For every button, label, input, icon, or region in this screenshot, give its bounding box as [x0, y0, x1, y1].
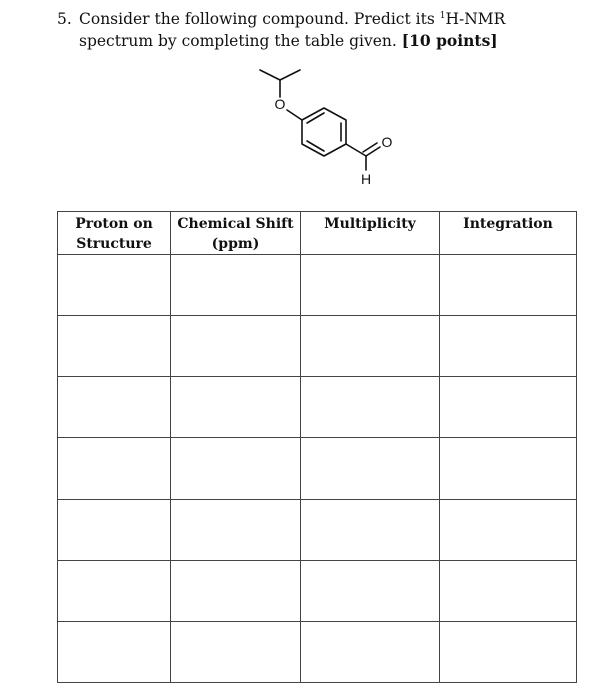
table-cell[interactable]: [301, 316, 440, 377]
header-multiplicity: Multiplicity: [301, 212, 440, 255]
carbonyl-oxygen-label: O: [381, 134, 393, 150]
table-cell[interactable]: [440, 560, 577, 621]
table-row: [58, 621, 577, 682]
nmr-table: [57, 211, 577, 683]
header-integration: Integration: [440, 212, 577, 255]
isotope-superscript: 1: [439, 10, 446, 21]
question-number: 5.: [57, 10, 72, 28]
table-cell[interactable]: [171, 316, 301, 377]
table-cell[interactable]: [171, 560, 301, 621]
compound-structure: [240, 58, 410, 198]
benzene-ring: [302, 108, 346, 156]
table-row: [58, 255, 577, 316]
ether-oxygen-label: O: [274, 96, 286, 112]
table-cell[interactable]: [440, 255, 577, 316]
table-cell[interactable]: [171, 499, 301, 560]
table-cell[interactable]: [440, 438, 577, 499]
bond-ring-cho: [346, 144, 366, 156]
table-cell[interactable]: [301, 255, 440, 316]
table-cell[interactable]: [171, 438, 301, 499]
table-row: [58, 377, 577, 438]
table-row: [58, 438, 577, 499]
table-cell[interactable]: [58, 377, 171, 438]
table-row: [58, 316, 577, 377]
table-cell[interactable]: [58, 255, 171, 316]
bond-o-ring: [287, 110, 302, 120]
table-cell[interactable]: [58, 621, 171, 682]
aldehyde-hydrogen-label: H: [360, 171, 372, 187]
table-cell[interactable]: [58, 560, 171, 621]
table-row: [58, 499, 577, 560]
question-prompt: [57, 9, 577, 52]
table-cell[interactable]: [301, 377, 440, 438]
table-cell[interactable]: [301, 438, 440, 499]
ring-double-bond-1: [307, 113, 324, 123]
table-row: [58, 560, 577, 621]
table-cell[interactable]: [301, 621, 440, 682]
question-text-part-1: Consider the following compound. Predict its: [79, 10, 440, 28]
table-cell[interactable]: [301, 499, 440, 560]
table-cell[interactable]: [171, 377, 301, 438]
ring-double-bond-3: [307, 141, 324, 151]
table-cell[interactable]: [58, 316, 171, 377]
table-header-row: [58, 212, 577, 255]
table-cell[interactable]: [58, 438, 171, 499]
question-points: [10 points]: [401, 31, 498, 50]
question-text: [79, 9, 577, 52]
table-cell[interactable]: [440, 499, 577, 560]
table-cell[interactable]: [440, 316, 577, 377]
table-cell[interactable]: [171, 255, 301, 316]
bond-methyl-left: [260, 70, 280, 80]
table-cell[interactable]: [440, 377, 577, 438]
question-text-part-2: H-NMR spectrum by completing the table given.: [79, 10, 506, 50]
table-cell[interactable]: [58, 499, 171, 560]
header-chemical-shift: Chemical Shift (ppm): [171, 212, 301, 255]
table-cell[interactable]: [440, 621, 577, 682]
table-cell[interactable]: [171, 621, 301, 682]
header-proton-on-structure: Proton on Structure: [58, 212, 171, 255]
bond-methyl-right: [280, 70, 300, 80]
table-cell[interactable]: [301, 560, 440, 621]
